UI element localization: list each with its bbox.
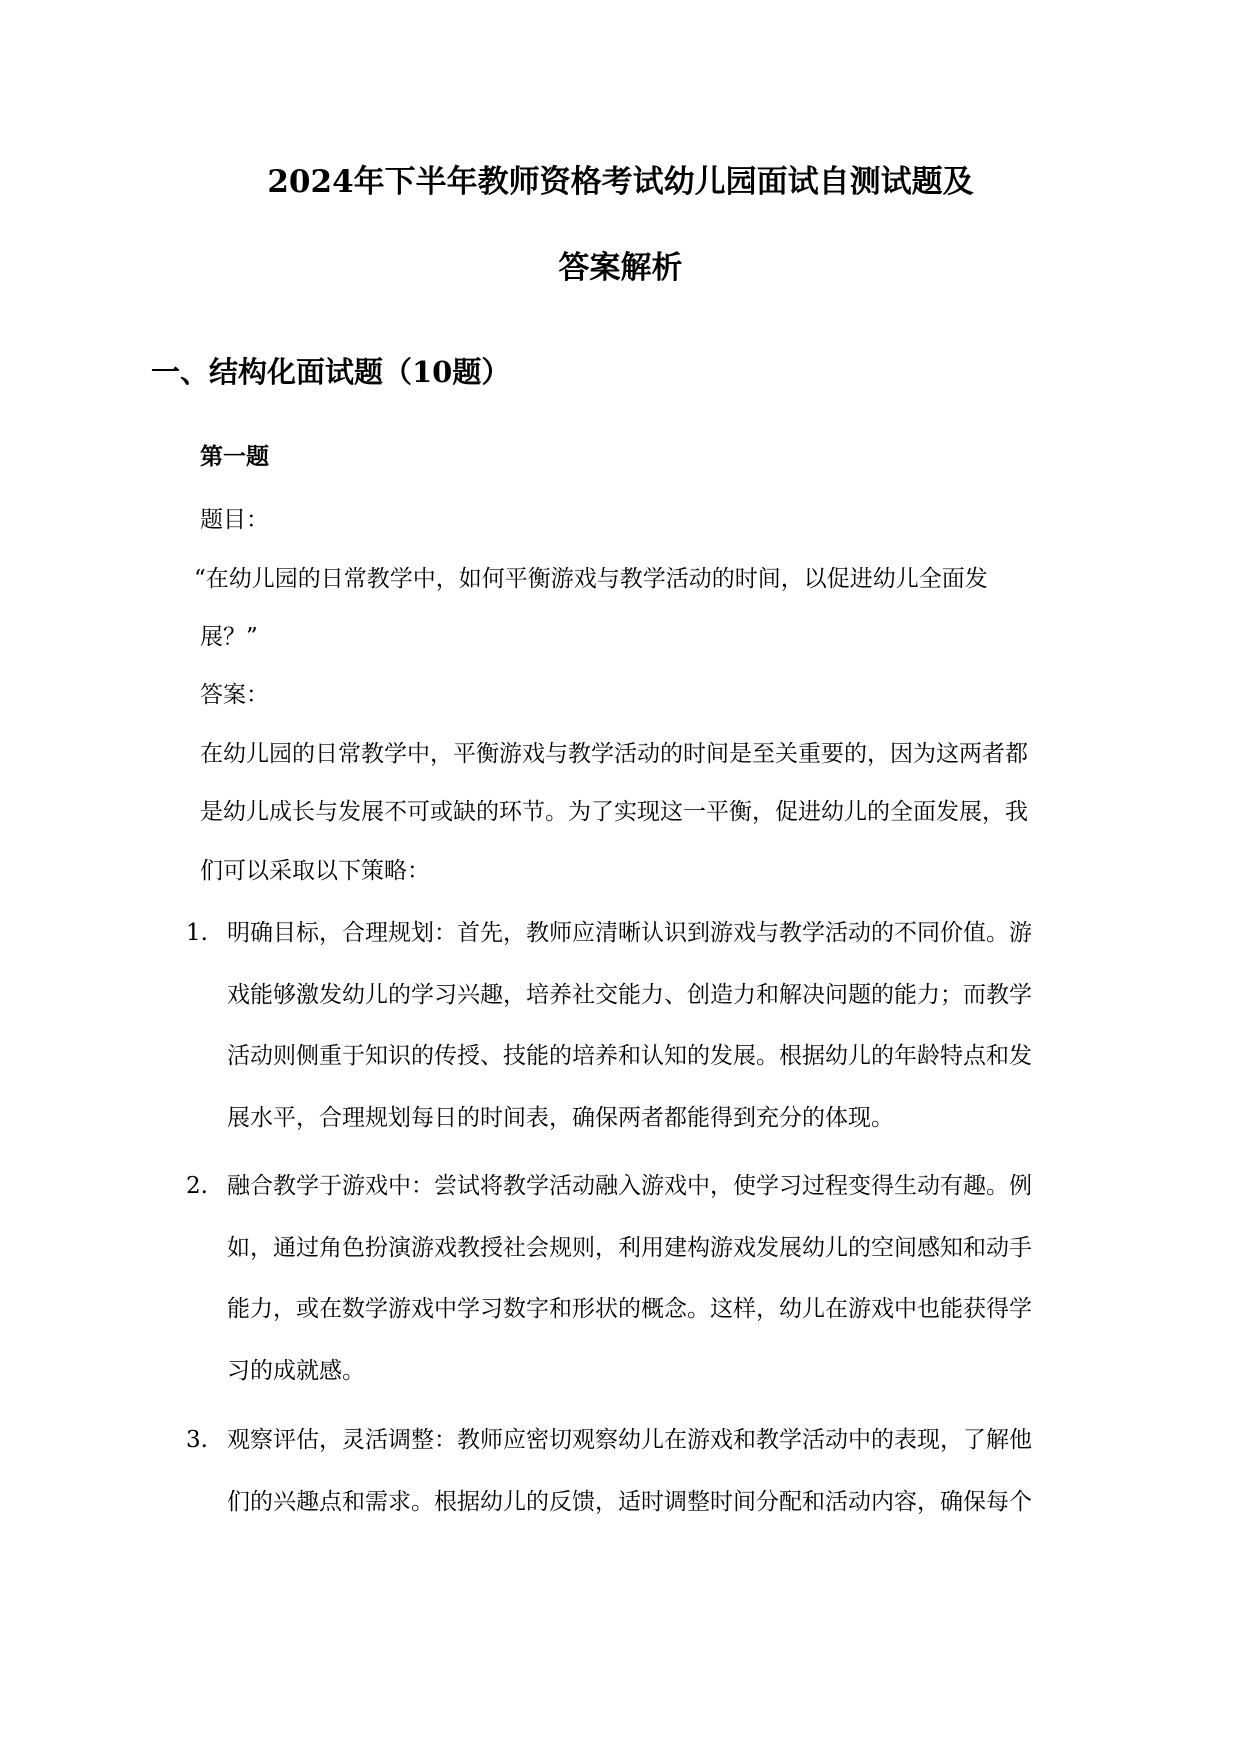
answer-label: 答案： (200, 682, 269, 708)
list-item-number-2: 2. (186, 1173, 208, 1199)
document-title-line-2: 答案解析 (558, 250, 683, 286)
question-heading: 第一题 (200, 443, 269, 470)
list-item-1-line-2: 戏能够激发幼儿的学习兴趣，培养社交能力、创造力和解决问题的能力；而教学 (227, 982, 1032, 1008)
question-label: 题目： (200, 507, 269, 533)
list-item-2-line-2: 如，通过角色扮演游戏教授社会规则，利用建构游戏发展幼儿的空间感知和动手 (227, 1235, 1032, 1261)
answer-intro-line-2: 是幼儿成长与发展不可或缺的环节。为了实现这一平衡，促进幼儿的全面发展，我 (200, 799, 1028, 825)
answer-intro-line-1: 在幼儿园的日常教学中，平衡游戏与教学活动的时间是至关重要的，因为这两者都 (200, 741, 1028, 767)
list-item-number-3: 3. (186, 1427, 208, 1453)
list-item-1-line-3: 活动则侧重于知识的传授、技能的培养和认知的发展。根据幼儿的年龄特点和发 (227, 1043, 1032, 1069)
list-item-2-line-1: 融合教学于游戏中：尝试将教学活动融入游戏中，使学习过程变得生动有趣。例 (227, 1173, 1032, 1199)
list-item-2-line-4: 习的成就感。 (227, 1358, 365, 1384)
answer-intro-line-3: 们可以采取以下策略： (200, 858, 430, 884)
section-heading: 一、结构化面试题（10题） (151, 355, 511, 389)
list-item-3-line-1: 观察评估，灵活调整：教师应密切观察幼儿在游戏和教学活动中的表现，了解他 (227, 1427, 1032, 1453)
list-item-2-line-3: 能力，或在数学游戏中学习数字和形状的概念。这样，幼儿在游戏中也能获得学 (227, 1296, 1032, 1322)
question-text-line-2: 展？” (200, 624, 258, 650)
document-title-line-1: 2024年下半年教师资格考试幼儿园面试自测试题及 (267, 164, 974, 200)
list-item-3-line-2: 们的兴趣点和需求。根据幼儿的反馈，适时调整时间分配和活动内容，确保每个 (227, 1489, 1032, 1515)
list-item-number-1: 1. (186, 920, 208, 946)
list-item-1-line-1: 明确目标，合理规划：首先，教师应清晰认识到游戏与教学活动的不同价值。游 (227, 920, 1032, 946)
list-item-1-line-4: 展水平，合理规划每日的时间表，确保两者都能得到充分的体现。 (227, 1105, 894, 1131)
question-text-line-1: “在幼儿园的日常教学中，如何平衡游戏与教学活动的时间，以促进幼儿全面发 (194, 566, 988, 592)
